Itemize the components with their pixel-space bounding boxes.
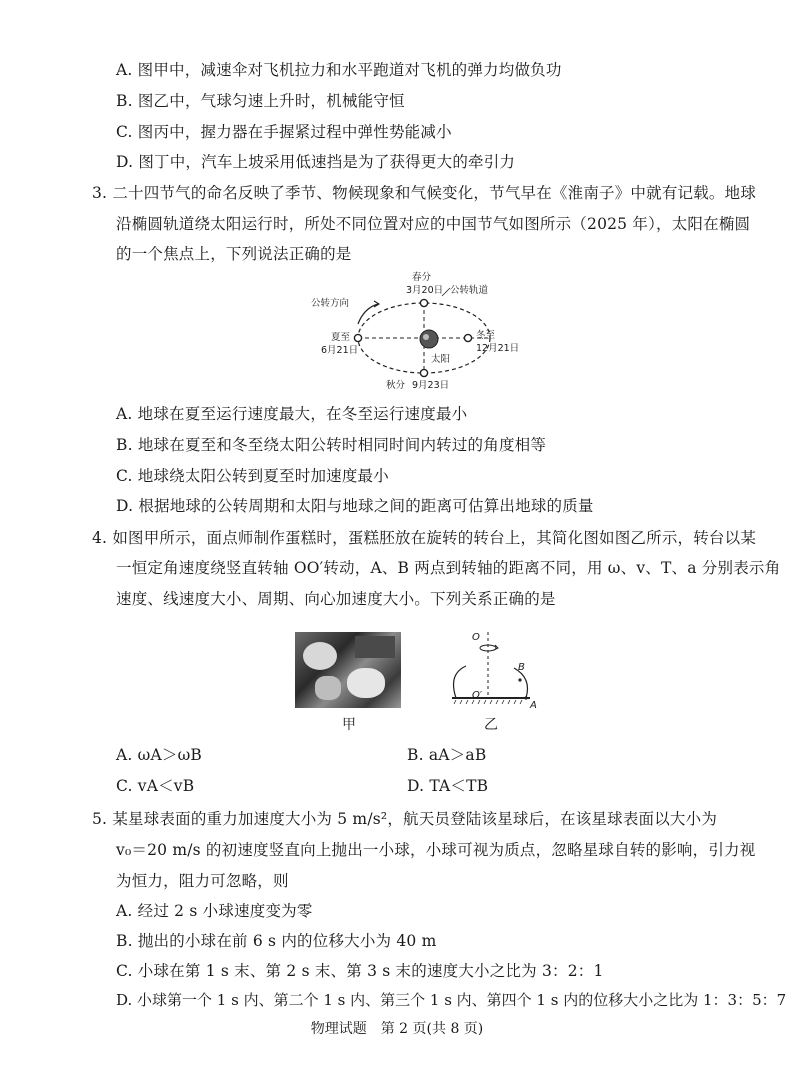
winter-date: 12月21日	[476, 343, 520, 354]
page-footer: 物理试题 第 2 页(共 8 页)	[310, 1021, 484, 1037]
label-o: O	[472, 632, 480, 643]
sun-label: 太阳	[431, 354, 451, 365]
q3-option-b: B. 地球在夏至和冬至绕太阳公转时相同时间内转过的角度相等	[116, 436, 547, 454]
q2-option-a: A. 图甲中，减速伞对飞机拉力和水平跑道对飞机的弹力均做负功	[116, 61, 562, 79]
cake-decorating-photo	[295, 632, 401, 708]
sun-icon	[420, 330, 438, 348]
earth-summer-icon	[354, 334, 361, 341]
q3-option-c: C. 地球绕太阳公转到夏至时加速度最小	[116, 467, 389, 485]
q5-stem-line2: v₀＝20 m/s 的初速度竖直向上抛出一小球，小球可视为质点，忽略星球自转的影响，引力视	[116, 841, 756, 859]
caption-jia: 甲	[342, 717, 356, 733]
q4-stem-line3: 速度、线速度大小、周期、向心加速度大小。下列关系正确的是	[116, 590, 556, 608]
q3-stem-line1: 3. 二十四节气的命名反映了季节、物候现象和气候变化，节气早在《淮南子》中就有记载。地球	[92, 184, 757, 202]
summer-date: 6月21日	[321, 345, 359, 356]
q3-stem-line2: 沿椭圆轨道绕太阳运行时，所处不同位置对应的中国节气如图所示（2025 年），太阳在椭圆	[116, 215, 751, 233]
turntable-diagram	[440, 628, 540, 714]
q5-option-a: A. 经过 2 s 小球速度变为零	[116, 902, 313, 920]
q2-option-c: C. 图丙中，握力器在手握紧过程中弹性势能减小	[116, 123, 452, 141]
q3-option-d: D. 根据地球的公转周期和太阳与地球之间的距离可估算出地球的质量	[116, 497, 594, 515]
spring-name: 春分	[412, 272, 432, 283]
q5-option-d: D. 小球第一个 1 s 内、第二个 1 s 内、第三个 1 s 内、第四个 1 s 内的位移大小之比为 1：3：5：7	[116, 991, 787, 1009]
q5-option-c: C. 小球在第 1 s 末、第 2 s 末、第 3 s 末的速度大小之比为 3：2：1	[116, 962, 604, 980]
autumn-name: 秋分	[386, 380, 406, 391]
point-a	[524, 696, 527, 699]
q4-option-a: A. ωA＞ωB	[116, 746, 203, 764]
autumn-date: 9月23日	[412, 380, 450, 391]
q3-option-a: A. 地球在夏至运行速度最大，在冬至运行速度最小	[116, 405, 468, 423]
earth-spring-icon	[420, 299, 427, 306]
q4-option-d: D. TA＜TB	[407, 777, 489, 795]
summer-name: 夏至	[331, 332, 351, 343]
direction-label: 公转方向	[311, 298, 350, 309]
q2-option-d: D. 图丁中，汽车上坡采用低速挡是为了获得更大的牵引力	[116, 153, 516, 171]
q4-option-c: C. vA＜vB	[116, 777, 195, 795]
label-o-prime: O′	[472, 690, 483, 701]
q4-option-b: B. aA＞aB	[407, 746, 487, 764]
q5-stem-line3: 为恒力，阻力可忽略，则	[116, 872, 289, 890]
earth-autumn-icon	[420, 369, 427, 376]
orbit-label: 公转轨道	[450, 285, 489, 296]
winter-name: 冬至	[476, 330, 496, 341]
spring-date: 3月20日	[406, 285, 444, 296]
caption-yi: 乙	[484, 717, 498, 733]
q5-stem-line1: 5. 某星球表面的重力加速度大小为 5 m/s²，航天员登陆该星球后，在该星球表面以大小为	[92, 810, 718, 828]
label-a: A	[530, 700, 537, 711]
earth-winter-icon	[464, 334, 471, 341]
solar-terms-orbit-diagram	[300, 268, 530, 400]
point-b	[518, 678, 521, 681]
q5-option-b: B. 抛出的小球在前 6 s 内的位移大小为 40 m	[116, 932, 437, 950]
q3-stem-line3: 的一个焦点上，下列说法正确的是	[116, 245, 352, 263]
q4-stem-line2: 一恒定角速度绕竖直转轴 OO′转动，A、B 两点到转轴的距离不同，用 ω、v、T、a 分别表示角	[116, 559, 781, 577]
label-b: B	[518, 662, 525, 673]
q2-option-b: B. 图乙中，气球匀速上升时，机械能守恒	[116, 92, 405, 110]
cake-left-edge	[454, 666, 466, 698]
q4-stem-line1: 4. 如图甲所示，面点师制作蛋糕时，蛋糕胚放在旋转的转台上，其简化图如图乙所示，转台以某	[92, 529, 757, 547]
